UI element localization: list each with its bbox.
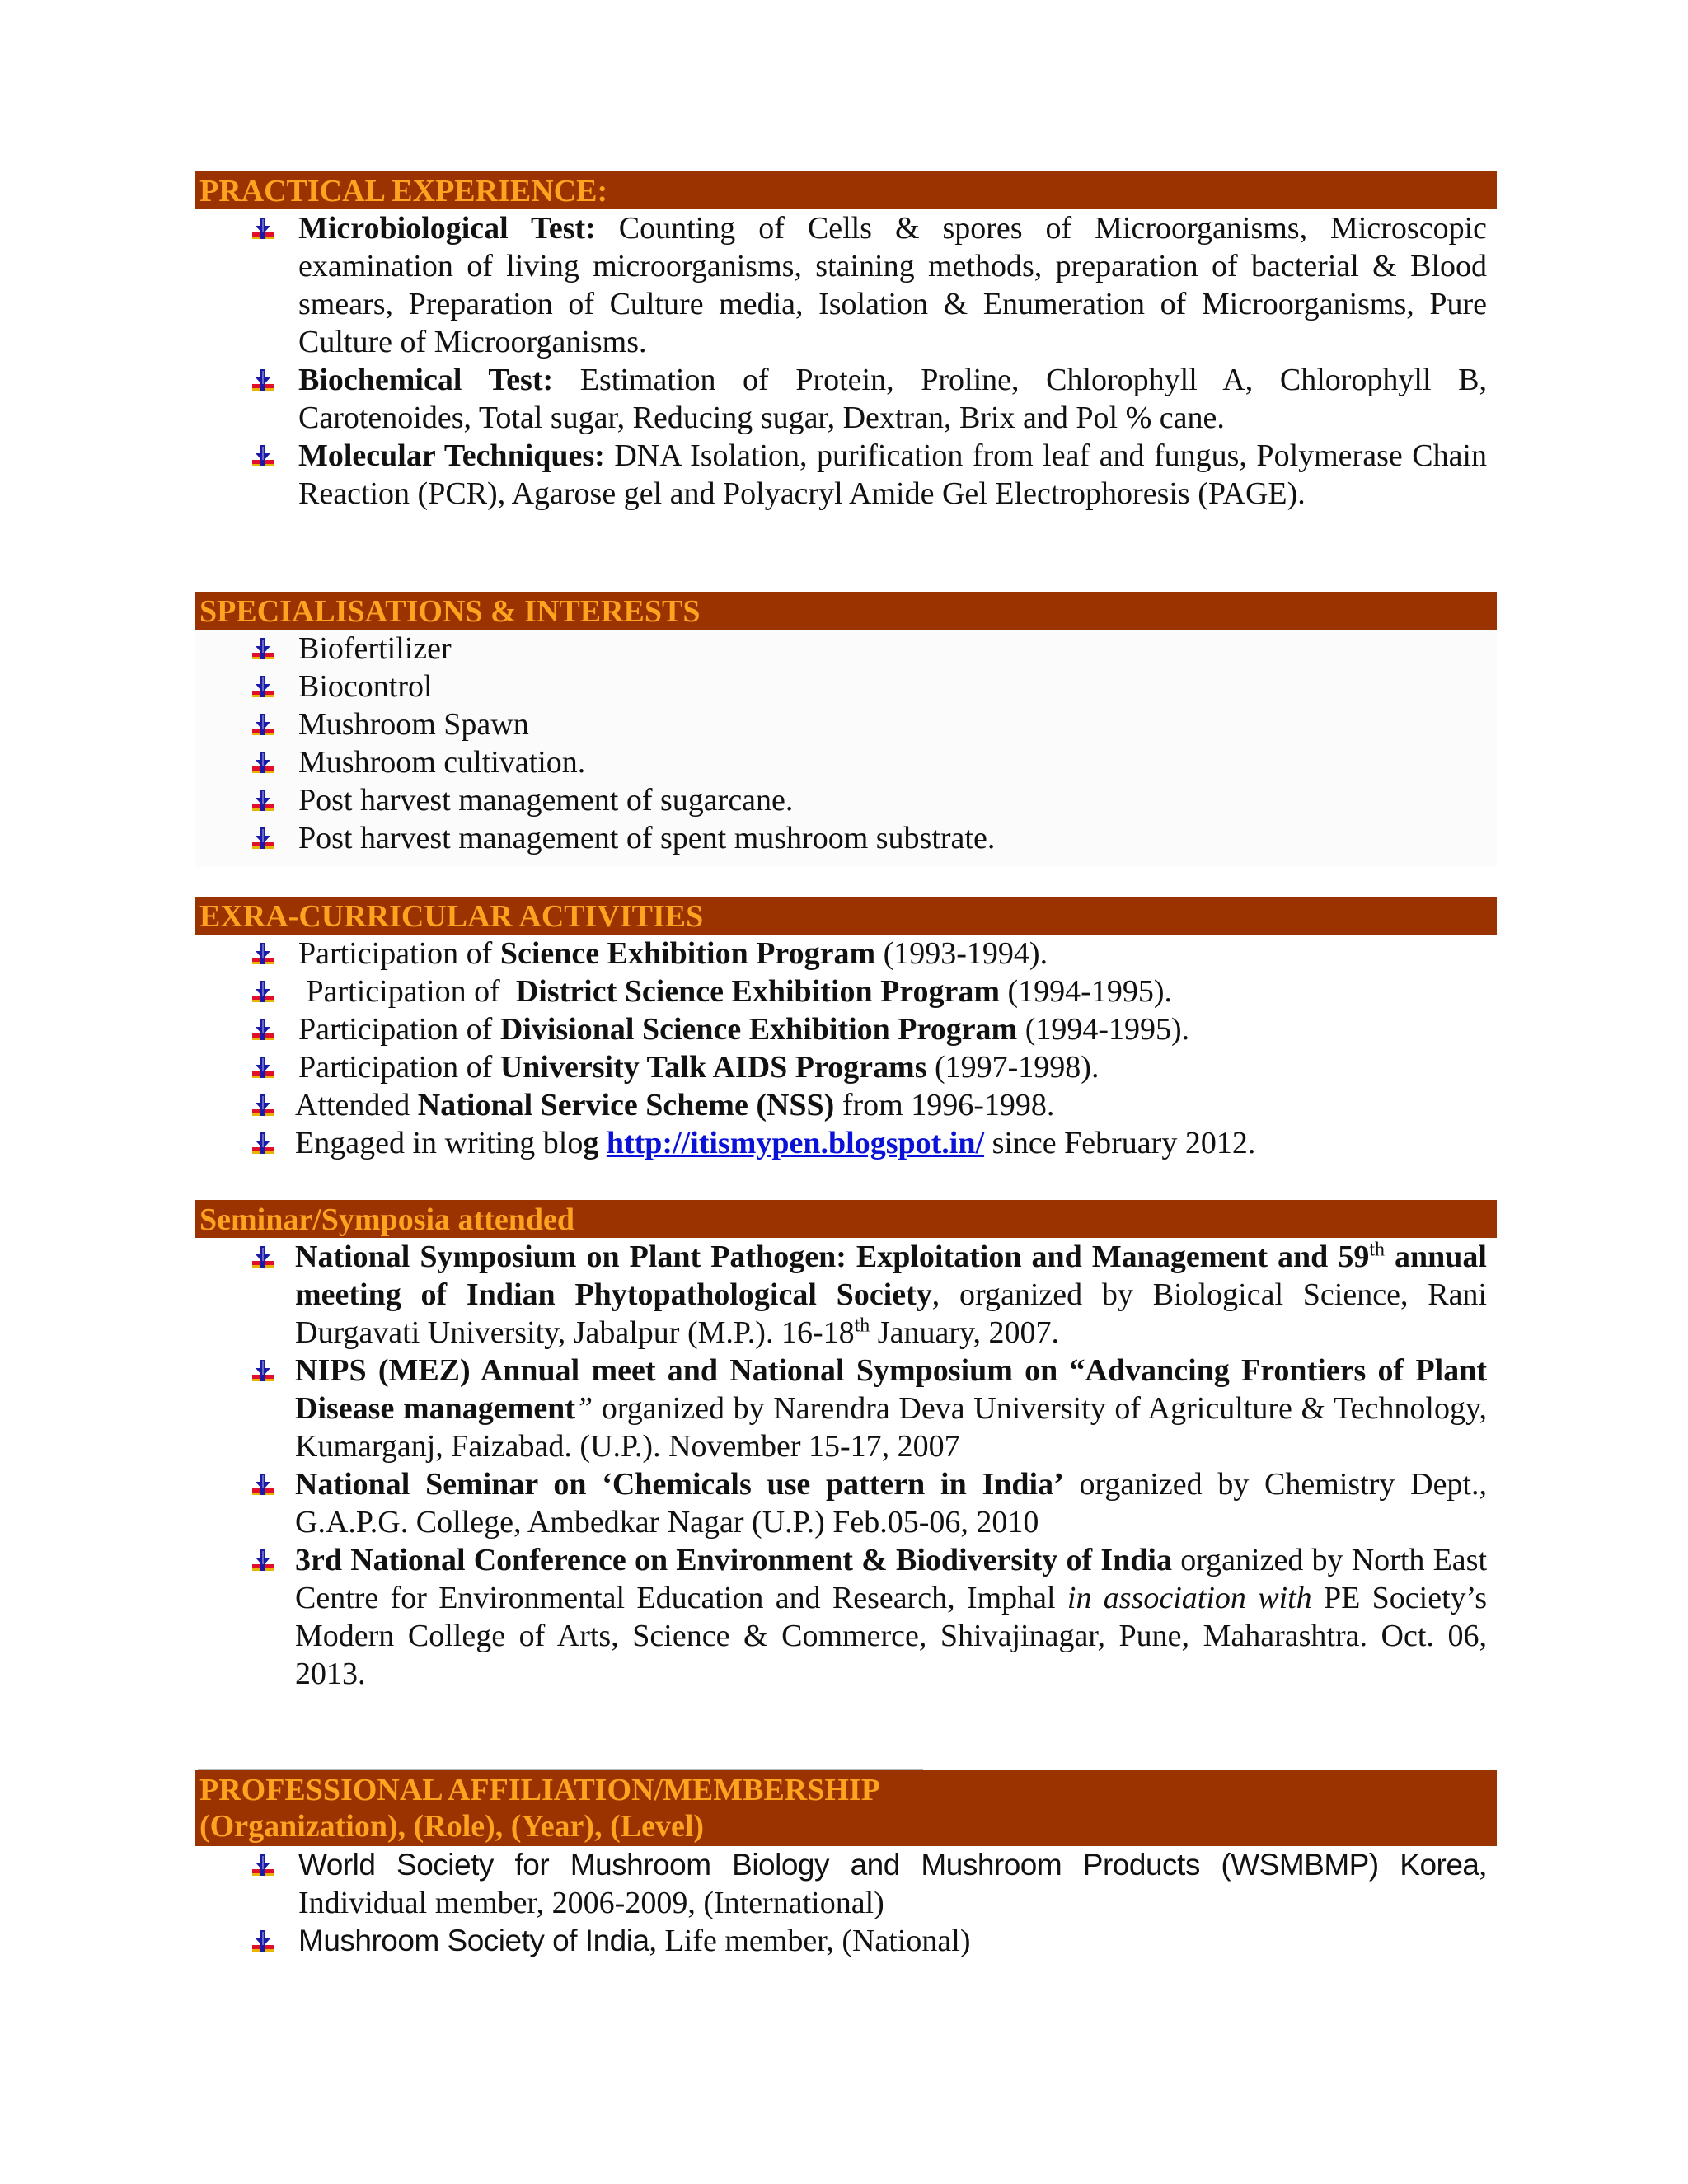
item-text: Participation of bbox=[298, 1050, 500, 1085]
item-text-bold: g bbox=[583, 1126, 599, 1160]
list-item bbox=[195, 437, 1497, 513]
arrow-down-plus-icon bbox=[251, 216, 275, 241]
arrow-down-plus-icon bbox=[251, 1244, 275, 1269]
list-item bbox=[195, 972, 1497, 1010]
list-item bbox=[195, 1086, 1497, 1124]
arrow-down-plus-icon bbox=[251, 788, 275, 813]
section-extracurricular bbox=[195, 897, 1497, 1162]
section-practical-experience bbox=[195, 171, 1497, 513]
event-details: , organized by Biological Science, Rani Durgavati University, Jabalpur (M.P.). 16-18 bbox=[295, 1277, 1487, 1350]
list-item bbox=[195, 209, 1497, 361]
superscript: th bbox=[1369, 1239, 1385, 1261]
event-title: National Seminar on ‘Chemicals use pattern in India’ bbox=[295, 1467, 1064, 1502]
item-text: Engaged in writing blo bbox=[295, 1126, 584, 1160]
section-header: SPECIALISATIONS & INTERESTS bbox=[195, 592, 1497, 630]
header-line: PROFESSIONAL AFFILIATION/MEMBERSHIP bbox=[199, 1773, 880, 1807]
event-title: NIPS (MEZ) Annual meet and National Symposium on “Advancing Frontiers of Plant Disease management bbox=[295, 1353, 1487, 1426]
arrow-down-plus-icon bbox=[251, 941, 275, 966]
arrow-down-plus-icon bbox=[251, 368, 275, 392]
section-header: EXRA-CURRICULAR ACTIVITIES bbox=[195, 897, 1497, 935]
arrow-down-plus-icon bbox=[251, 826, 275, 851]
arrow-down-plus-icon bbox=[251, 1853, 275, 1877]
item-years: (1993-1994). bbox=[875, 936, 1048, 971]
item-years: since February 2012. bbox=[984, 1126, 1256, 1160]
superscript: th bbox=[854, 1315, 870, 1337]
item-text: Participation of bbox=[298, 936, 500, 971]
event-details: organized by North East Centre for Environmental Education and Research, Imphal bbox=[295, 1543, 1487, 1615]
item-years: (1994-1995). bbox=[1000, 974, 1172, 1009]
section-header bbox=[195, 1770, 1497, 1846]
list-item bbox=[195, 1238, 1497, 1352]
blog-link[interactable]: http://itismypen.blogspot.in/ bbox=[606, 1126, 985, 1160]
section-header: PRACTICAL EXPERIENCE: bbox=[195, 171, 1497, 209]
list-item bbox=[195, 705, 1497, 743]
event-title: National Symposium on Plant Pathogen: Exploitation and Management and 59 bbox=[295, 1240, 1370, 1274]
arrow-down-plus-icon bbox=[251, 712, 275, 737]
list-item bbox=[195, 1922, 1497, 1960]
section-seminar bbox=[195, 1200, 1497, 1693]
event-details: organized by Chemistry Dept., G.A.P.G. College, Ambedkar Nagar (U.P.) Feb.05-06, 2010 bbox=[295, 1467, 1487, 1540]
specialisations-list bbox=[195, 630, 1497, 867]
item-text: Mushroom Spawn bbox=[298, 707, 529, 742]
item-text: Mushroom cultivation. bbox=[298, 745, 586, 780]
header-line: (Organization), (Role), (Year), (Level) bbox=[199, 1809, 705, 1844]
item-program: Science Exhibition Program bbox=[499, 936, 876, 971]
seminar-list bbox=[195, 1238, 1497, 1693]
item-text: Attended bbox=[295, 1088, 418, 1122]
item-years: (1997-1998). bbox=[926, 1050, 1100, 1085]
affiliation-list bbox=[195, 1846, 1497, 1960]
item-text: DNA Isolation, purification from leaf and fungus, Polymerase Chain Reaction (PCR), Agarose gel and Polyacryl Amide Gel Electrophoresis (PAGE). bbox=[298, 438, 1487, 511]
item-text: Estimation of Protein, Proline, Chlorophyll A, Chlorophyll B, Carotenoides, Total sugar, Reducing sugar, Dextran, Brix and Pol % cane. bbox=[298, 363, 1488, 435]
list-item bbox=[195, 1352, 1497, 1465]
arrow-down-plus-icon bbox=[251, 674, 275, 699]
item-program: District Science Exhibition Program bbox=[515, 974, 1001, 1009]
list-item bbox=[195, 1541, 1497, 1693]
item-text: Counting of Cells & spores of Microorganisms, Microscopic examination of living microorganisms, staining methods, preparation of bacterial & Blood smears, Preparation of Culture media, Isolation & Enumeration of Microorganisms, Pure Culture of Microorganisms. bbox=[298, 211, 1487, 359]
practical-list bbox=[195, 209, 1497, 513]
section-header: Seminar/Symposia attended bbox=[195, 1200, 1497, 1238]
list-item bbox=[195, 668, 1497, 705]
item-label: Molecular Techniques: bbox=[298, 438, 605, 473]
item-label: Microbiological Test: bbox=[298, 211, 596, 246]
arrow-down-plus-icon bbox=[251, 979, 275, 1004]
organization-name: World Society for Mushroom Biology and Mushroom Products (WSMBMP) Korea bbox=[298, 1848, 1479, 1882]
arrow-down-plus-icon bbox=[251, 1017, 275, 1042]
list-item bbox=[195, 1846, 1497, 1922]
list-item bbox=[195, 743, 1497, 781]
list-item bbox=[195, 1465, 1497, 1541]
extracurricular-list bbox=[195, 935, 1497, 1162]
item-program: Divisional Science Exhibition Program bbox=[499, 1012, 1018, 1047]
item-text: Post harvest management of spent mushroom substrate. bbox=[298, 821, 996, 855]
arrow-down-plus-icon bbox=[251, 1472, 275, 1497]
arrow-down-plus-icon bbox=[251, 1093, 275, 1118]
list-item bbox=[195, 935, 1497, 972]
item-text: Biocontrol bbox=[298, 669, 433, 704]
section-specialisations bbox=[195, 592, 1497, 867]
item-years: (1994-1995). bbox=[1017, 1012, 1190, 1047]
section-affiliation bbox=[195, 1770, 1497, 1960]
arrow-down-plus-icon bbox=[251, 636, 275, 661]
item-text: Post harvest management of sugarcane. bbox=[298, 783, 794, 818]
list-item bbox=[195, 361, 1497, 437]
event-quote: ” bbox=[574, 1391, 593, 1426]
list-item bbox=[195, 1010, 1497, 1048]
event-title: 3rd National Conference on Environment & Biodiversity of India bbox=[295, 1543, 1172, 1577]
item-text: Participation of bbox=[298, 1012, 500, 1047]
arrow-down-plus-icon bbox=[251, 750, 275, 775]
list-item bbox=[195, 630, 1497, 668]
event-details: PE Society’s Modern College of Arts, Science & Commerce, Shivajinagar, Pune, Maharashtra. Oct. 06, 2013. bbox=[295, 1581, 1487, 1691]
item-text: Participation of bbox=[298, 974, 516, 1009]
item-text: Biofertilizer bbox=[298, 631, 452, 666]
arrow-down-plus-icon bbox=[251, 1055, 275, 1080]
list-item bbox=[195, 781, 1497, 819]
item-label: Biochemical Test: bbox=[298, 363, 554, 397]
list-item bbox=[195, 1124, 1497, 1162]
organization-name: Mushroom Society of India bbox=[298, 1924, 649, 1957]
event-italic: in association with bbox=[1067, 1581, 1312, 1615]
event-details: January, 2007. bbox=[870, 1315, 1060, 1350]
item-years: from 1996-1998. bbox=[834, 1088, 1055, 1122]
arrow-down-plus-icon bbox=[251, 1548, 275, 1572]
membership-details: , Individual member, 2006-2009, (International) bbox=[298, 1848, 1487, 1920]
list-item bbox=[195, 1048, 1497, 1086]
item-program: National Service Scheme (NSS) bbox=[417, 1088, 835, 1122]
event-title: annual meeting of Indian Phytopathological Society bbox=[295, 1240, 1487, 1312]
arrow-down-plus-icon bbox=[251, 1131, 275, 1155]
arrow-down-plus-icon bbox=[251, 443, 275, 468]
event-details: organized by Narendra Deva University of Agriculture & Technology, Kumarganj, Faizabad. (U.P.). November 15-17, 2007 bbox=[295, 1391, 1487, 1464]
list-item bbox=[195, 819, 1497, 857]
membership-details: , Life member, (National) bbox=[649, 1924, 971, 1958]
arrow-down-plus-icon bbox=[251, 1929, 275, 1953]
arrow-down-plus-icon bbox=[251, 1358, 275, 1383]
item-program: University Talk AIDS Programs bbox=[499, 1050, 927, 1085]
